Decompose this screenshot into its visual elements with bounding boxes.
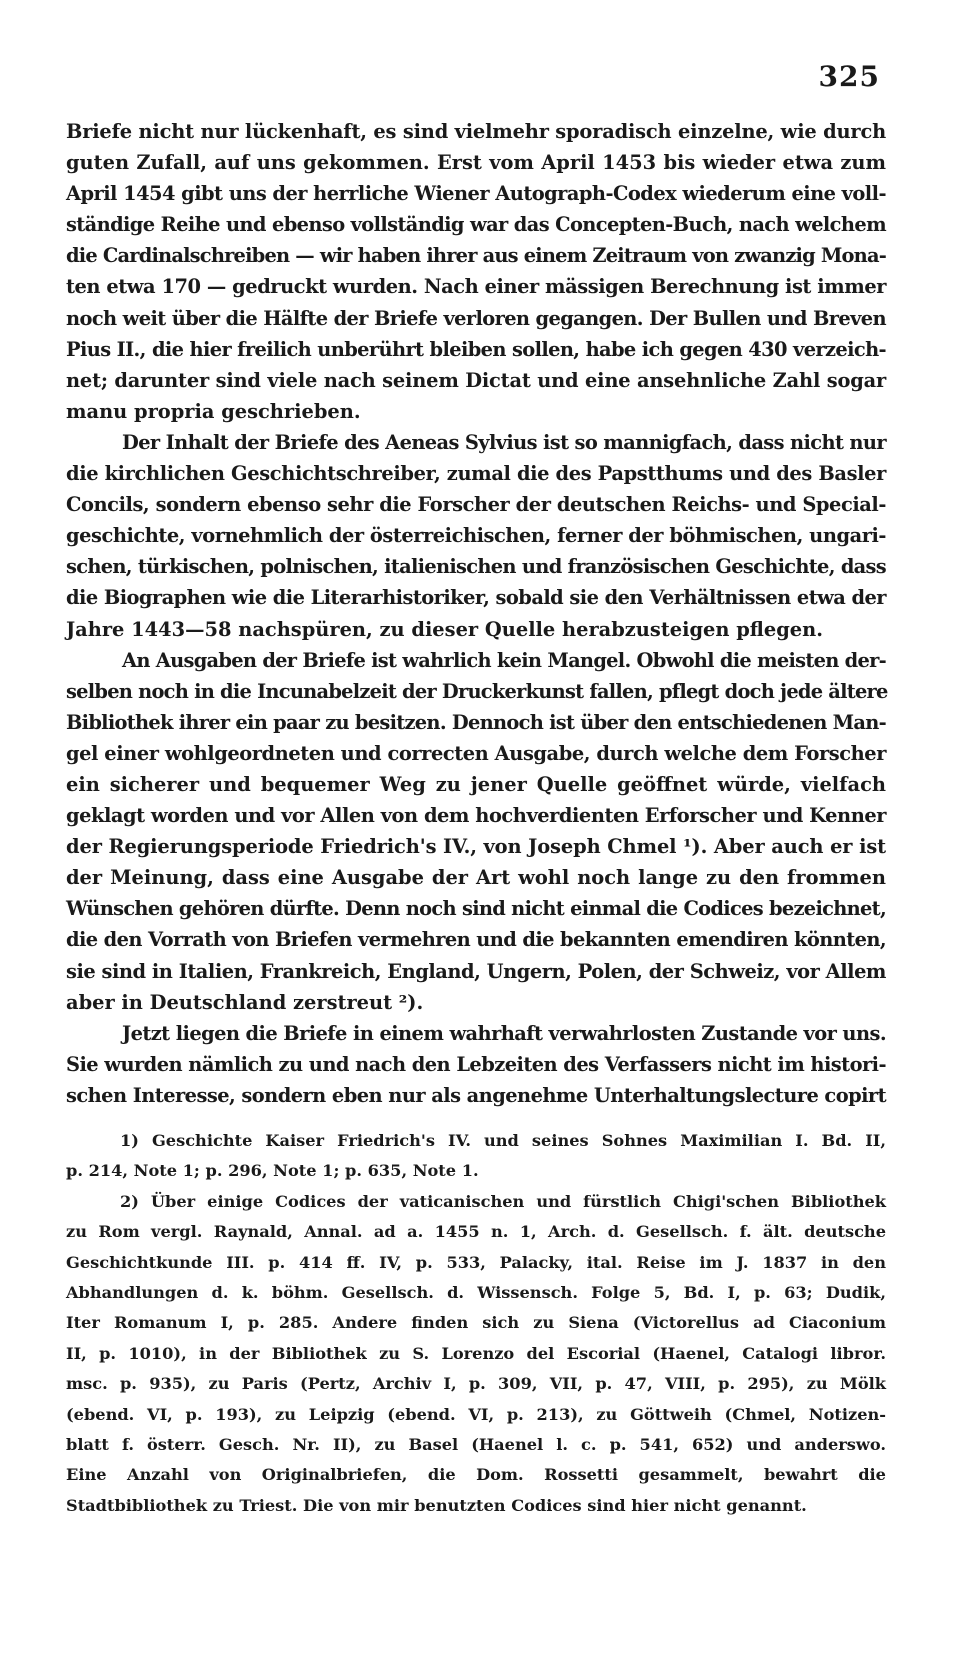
text-line: Bibliothek ihrer ein paar zu besitzen. Dennoch ist über den entschiedenen Man- xyxy=(66,710,886,734)
text-line: schen, türkischen, polnischen, italienischen und französischen Geschichte, dass xyxy=(66,555,886,579)
footnote-line: Geschichtkunde III. p. 414 ff. IV, p. 533, Palacky, ital. Reise im J. 1837 in den xyxy=(66,1252,886,1272)
footnote-line: p. 214, Note 1; p. 296, Note 1; p. 635, Note 1. xyxy=(66,1161,479,1181)
text-line: selben noch in die Incunabelzeit der Druckerkunst fallen, pflegt doch jede ältere xyxy=(66,679,888,703)
text-line: Wünschen gehören dürfte. Denn noch sind nicht einmal die Codices bezeichnet, xyxy=(66,897,886,921)
text-line: Pius II., die hier freilich unberührt bleiben sollen, habe ich gegen 430 verzeich- xyxy=(66,337,886,361)
text-line: Sie wurden nämlich zu und nach den Lebzeiten des Verfassers nicht im histori- xyxy=(66,1052,886,1076)
text-line: April 1454 gibt uns der herrliche Wiener Autograph-Codex wiederum eine voll- xyxy=(66,182,886,206)
footnote xyxy=(66,1187,886,1521)
text-line: der Regierungsperiode Friedrich's IV., von Joseph Chmel ¹). Aber auch er ist xyxy=(66,835,886,859)
text-line: aber in Deutschland zerstreut ²). xyxy=(66,990,424,1014)
text-line: Jahre 1443—58 nachspüren, zu dieser Quelle herabzusteigen pflegen. xyxy=(66,617,823,641)
footnote-line: Abhandlungen d. k. böhm. Gesellsch. d. Wissensch. Folge 5, Bd. I, p. 63; Dudik, xyxy=(66,1283,886,1303)
text-line: sie sind in Italien, Frankreich, England, Ungern, Polen, der Schweiz, vor Allem xyxy=(66,959,886,983)
text-line: Concils, sondern ebenso sehr die Forscher der deutschen Reichs- und Special- xyxy=(66,493,886,517)
text-line: die den Vorrath von Briefen vermehren und die bekannten emendiren könnten, xyxy=(66,928,886,952)
text-line: guten Zufall, auf uns gekommen. Erst vom April 1453 bis wieder etwa zum xyxy=(66,151,886,175)
paragraph xyxy=(66,427,886,645)
footnotes xyxy=(66,1126,886,1521)
text-line: Der Inhalt der Briefe des Aeneas Sylvius ist so mannigfach, dass nicht nur xyxy=(122,430,886,454)
text-line: Jetzt liegen die Briefe in einem wahrhaft verwahrlosten Zustande vor uns. xyxy=(122,1021,886,1045)
text-line: der Meinung, dass eine Ausgabe der Art wohl noch lange zu den frommen xyxy=(66,866,886,890)
text-line: gel einer wohlgeordneten und correcten Ausgabe, durch welche dem Forscher xyxy=(66,741,886,765)
footnote xyxy=(66,1126,886,1187)
text-line: geschichte, vornehmlich der österreichischen, ferner der böhmischen, ungari- xyxy=(66,524,886,548)
text-line: ständige Reihe und ebenso vollständig war das Concepten-Buch, nach welchem xyxy=(66,213,886,237)
text-line: ten etwa 170 — gedruckt wurden. Nach einer mässigen Berechnung ist immer xyxy=(66,275,886,299)
footnote-line: 1) Geschichte Kaiser Friedrich's IV. und seines Sohnes Maximilian I. Bd. II, xyxy=(120,1131,886,1150)
text-line: Briefe nicht nur lückenhaft, es sind vielmehr sporadisch einzelne, wie durch xyxy=(66,120,886,143)
footnote-line: msc. p. 935), zu Paris (Pertz, Archiv I, p. 309, VII, p. 47, VIII, p. 295), zu Mölk xyxy=(66,1374,886,1394)
text-line: ein sicherer und bequemer Weg zu jener Quelle geöffnet würde, vielfach xyxy=(66,772,886,796)
text-line: schen Interesse, sondern eben nur als angenehme Unterhaltungslecture copirt xyxy=(66,1083,886,1107)
paragraph xyxy=(66,645,886,1018)
footnote-line: II, p. 1010), in der Bibliothek zu S. Lorenzo del Escorial (Haenel, Catalogi libror. xyxy=(66,1343,886,1363)
text-line: manu propria geschrieben. xyxy=(66,399,361,423)
footnote-line: blatt f. österr. Gesch. Nr. II), zu Basel (Haenel l. c. p. 541, 652) und anderswo. xyxy=(66,1435,886,1455)
footnote-line: zu Rom vergl. Raynald, Annal. ad a. 1455 n. 1, Arch. d. Gesellsch. f. ält. deutsche xyxy=(66,1222,886,1242)
footnote-line: (ebend. VI, p. 193), zu Leipzig (ebend. VI, p. 213), zu Göttweih (Chmel, Notizen- xyxy=(66,1404,886,1424)
paragraph xyxy=(66,1018,886,1111)
text-line: An Ausgaben der Briefe ist wahrlich kein Mangel. Obwohl die meisten der- xyxy=(122,648,886,672)
footnote-line: 2) Über einige Codices der vaticanischen und fürstlich Chigi'schen Bibliothek xyxy=(120,1191,886,1211)
text-line: die kirchlichen Geschichtschreiber, zumal die des Papstthums und des Basler xyxy=(66,462,886,486)
page-number: 325 xyxy=(818,60,880,93)
footnote-line: Eine Anzahl von Originalbriefen, die Dom. Rossetti gesammelt, bewahrt die xyxy=(66,1465,886,1485)
footnote-line: Stadtbibliothek zu Triest. Die von mir benutzten Codices sind hier nicht genannt. xyxy=(66,1495,807,1515)
text-line: geklagt worden und vor Allen von dem hochverdienten Erforscher und Kenner xyxy=(66,804,886,828)
text-line: net; darunter sind viele nach seinem Dictat und eine ansehnliche Zahl sogar xyxy=(66,368,886,392)
paragraph xyxy=(66,116,886,427)
text-line: die Cardinalschreiben — wir haben ihrer aus einem Zeitraum von zwanzig Mona- xyxy=(66,244,887,268)
body-text xyxy=(66,116,886,1111)
footnote-line: Iter Romanum I, p. 285. Andere finden sich zu Siena (Victorellus ad Ciaconium xyxy=(66,1313,886,1333)
text-line: noch weit über die Hälfte der Briefe verloren gegangen. Der Bullen und Breven xyxy=(66,306,886,330)
text-line: die Biographen wie die Literarhistoriker, sobald sie den Verhältnissen etwa der xyxy=(66,586,886,610)
